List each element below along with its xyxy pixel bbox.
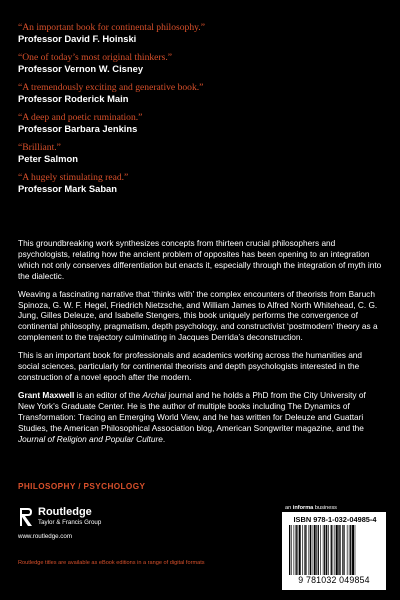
routledge-logo-icon [18,506,34,528]
bio-text: journal and he holds a PhD from the City University of New York’s Graduate Center. He is the author of multiple books including The Dynamics of Transformation: Tracing an Emerging World View, and he has written for Deleuze and Guattari Studies, the American Philosophical Association blog, American Songwriter magazine, and the [18,389,366,433]
description-paragraph: This groundbreaking work synthesizes concepts from thirteen crucial philosophers and psychologists, relating how the ancient problem of opposites has been opening to an integration which not only conserves differentiation but enacts it, especially through the integration of myth into the dialectic. [18,238,382,281]
ebook-note: Routledge titles are available as eBook editions in a range of digital formats [18,560,205,566]
praise-attribution: Professor Barbara Jenkins [18,123,138,134]
praise-quote: “Brilliant.” [18,142,61,153]
praise-quote: “A hugely stimulating read.” [18,172,129,183]
informa-prefix: an [285,505,293,511]
praise-quote: “One of today’s most original thinkers.” [18,52,173,63]
publisher-url[interactable]: www.routledge.com [18,533,72,540]
praise-quote: “A deep and poetic rumination.” [18,112,143,123]
praise-quote: “An important book for continental philosophy.” [18,22,205,33]
praise-section [18,22,378,202]
author-name: Grant Maxwell [18,389,75,400]
bio-text: . [162,433,166,444]
journal-title: Archai [142,389,167,400]
barcode-panel [282,512,386,590]
praise-attribution: Peter Salmon [18,153,78,164]
praise-attribution: Professor Mark Saban [18,183,117,194]
barcode-digits: 9 781032 049854 [298,575,370,585]
informa-brand: informa [292,505,314,511]
description-paragraph: Weaving a fascinating narrative that ‘thinks with’ the complex encounters of theorists from Baruch Spinoza, G. W. F. Hegel, Friedrich Nietzsche, and William James to Alfred North Whitehead, C. G. Jung, Gilles Deleuze, and Isabelle Stengers, this book uniquely performs the convergence of continental philosophy, pragmatism, depth psychology, and constructivist ‘postmodern’ theory as a complement to the trajectory culminating in Jacques Derrida’s deconstruction. [18,288,378,343]
journal-title: Journal of Religion and Popular Culture [18,433,163,444]
praise-attribution: Professor Vernon W. Cisney [18,63,144,74]
publisher-block [18,506,218,546]
praise-item [18,172,378,194]
praise-item [18,142,378,164]
isbn-label: ISBN 978-1-032-04985-4 [293,515,377,524]
praise-item [18,22,378,44]
bio-text: is an editor of the [74,389,143,400]
subject-category: PHILOSOPHY / PSYCHOLOGY [18,482,146,491]
description-paragraph: This is an important book for professionals and academics working across the humanities and social sciences, particularly for continental theorists and depth psychologists interested in the construction of a novel epoch after the modern. [18,350,363,382]
author-bio [18,390,382,445]
description [18,238,382,451]
praise-quote: “A tremendously exciting and generative book.” [18,82,204,93]
barcode-icon [289,525,379,575]
praise-item [18,112,378,134]
praise-item [18,82,378,104]
informa-suffix: business [313,505,337,511]
praise-attribution: Professor David F. Hoinski [18,33,137,44]
praise-item [18,52,378,74]
informa-business [285,505,337,511]
publisher-group: Taylor & Francis Group [38,519,102,526]
publisher-name: Routledge [38,506,92,518]
praise-attribution: Professor Roderick Main [18,93,129,104]
